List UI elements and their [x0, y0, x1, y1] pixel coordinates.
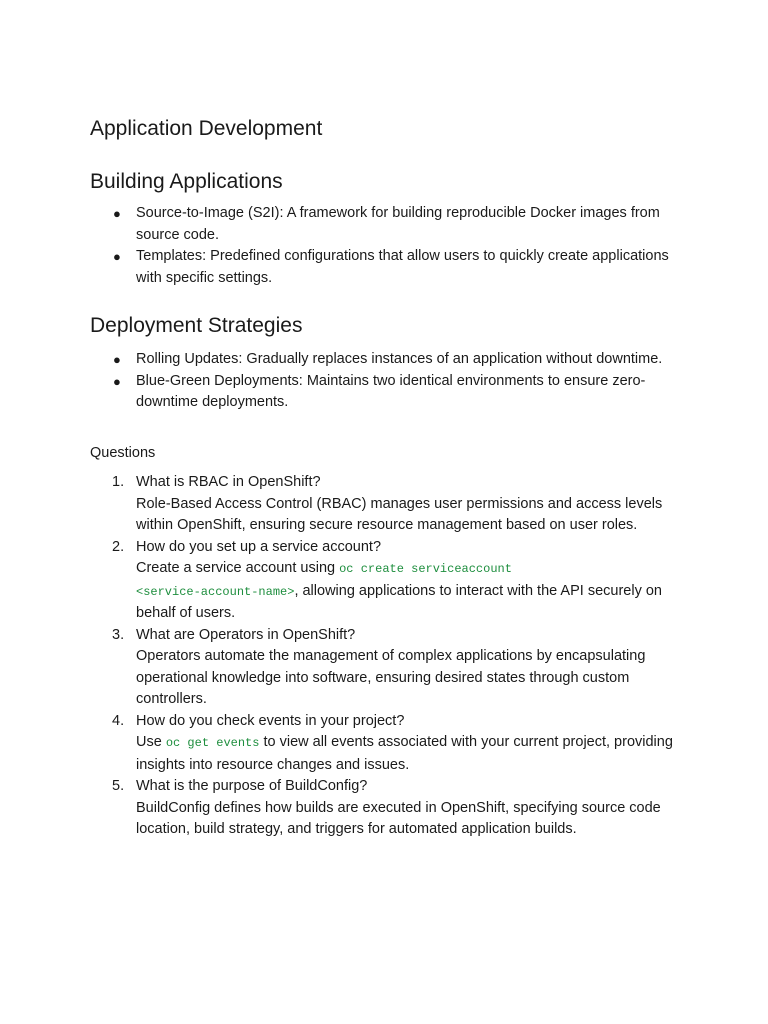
question-item: [90, 711, 690, 777]
list-item-text: Blue-Green Deployments: Maintains two identical environments to ensure zero-downtime deployments.: [136, 372, 646, 410]
bullet-icon: ●: [113, 352, 121, 367]
answer-text: Create a service account using: [136, 560, 340, 576]
inline-code: oc create serviceaccount: [339, 562, 512, 576]
bullet-icon: ●: [113, 206, 121, 221]
question-number: 2.: [112, 538, 125, 555]
section-heading-building: Building Applications: [90, 170, 283, 193]
question-item: [90, 776, 690, 841]
answer-text: , allowing applications to interact with the API securely on behalf of users.: [136, 582, 662, 621]
bullet-icon: ●: [113, 373, 121, 389]
question-text: How do you set up a service account?: [136, 538, 382, 555]
question-text: What is RBAC in OpenShift?: [136, 474, 321, 490]
inline-code: <service-account-name>: [136, 584, 295, 599]
document-title: Application Development: [90, 117, 323, 140]
question-number: 1.: [112, 474, 125, 490]
question-item: [90, 472, 690, 537]
list-item: [90, 349, 690, 371]
question-item: [90, 537, 690, 625]
question-text: How do you check events in your project?: [136, 712, 405, 729]
answer-text: Role-Based Access Control (RBAC) manages user permissions and access levels within OpenShift, ensuring secure resource management based on user roles.: [136, 495, 663, 533]
questions-list: [90, 472, 690, 841]
list-item-text: Rolling Updates: Gradually replaces instances of an application without downtime.: [136, 351, 663, 367]
list-item-text: Templates: Predefined configurations that allow users to quickly create applications with specific settings.: [136, 248, 669, 286]
answer-text: to view all events associated with your current project, providing insights into resource changes and issues.: [136, 734, 673, 773]
answer-text: Use: [136, 734, 166, 750]
answer-text: Operators automate the management of complex applications by encapsulating operational knowledge into software, ensuring desired states through custom controllers.: [136, 648, 646, 707]
list-item-text: Source-to-Image (S2I): A framework for building reproducible Docker images from source code.: [136, 205, 660, 243]
inline-code: oc get events: [165, 736, 260, 750]
question-item: [90, 625, 690, 711]
question-number: 5.: [112, 778, 125, 794]
answer-text: BuildConfig defines how builds are executed in OpenShift, specifying source code location, build strategy, and triggers for automated application builds.: [136, 799, 661, 837]
bullet-icon: ●: [113, 249, 121, 264]
questions-label: Questions: [90, 445, 156, 461]
question-text: What are Operators in OpenShift?: [136, 626, 356, 643]
question-text: What is the purpose of BuildConfig?: [136, 778, 368, 794]
list-item: [90, 246, 690, 289]
section-heading-deployment: Deployment Strategies: [90, 314, 303, 337]
question-number: 3.: [112, 626, 125, 643]
question-number: 4.: [112, 712, 125, 729]
list-item: [90, 371, 690, 414]
list-item: [90, 203, 690, 246]
bullet-list-deployment: [90, 349, 690, 414]
bullet-list-building: [90, 203, 690, 289]
